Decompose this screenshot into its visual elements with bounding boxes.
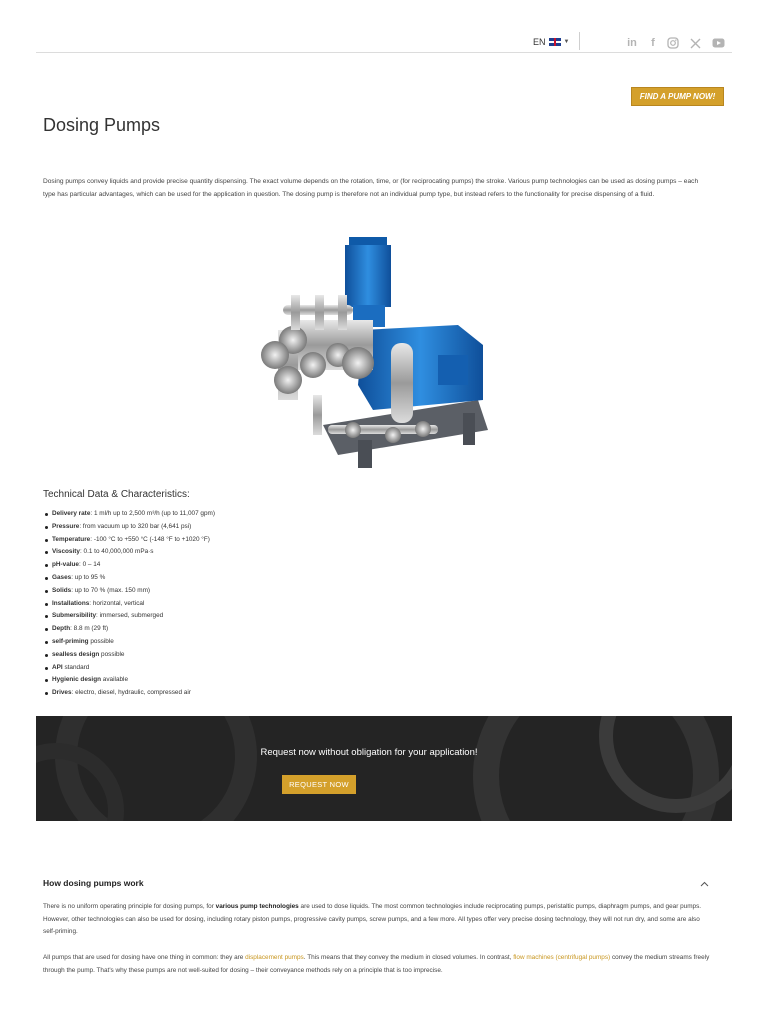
uk-flag-icon xyxy=(549,38,561,46)
spec-value: available xyxy=(102,676,129,684)
linkedin-icon[interactable]: in xyxy=(627,37,637,49)
spec-label: Hygienic design xyxy=(52,676,102,684)
spec-separator: : xyxy=(71,573,73,581)
request-banner xyxy=(36,716,732,821)
spec-value: possible xyxy=(90,637,114,645)
paragraph-text: are used to dose liquids. The most common technologies include reciprocating pumps, peristaltic pumps, diaphragm pumps, and gear pumps. However, other technologies can also be used for dosing, including rotary piston pumps, progressive cavity pumps, screw pumps, and a few more. All types offer very precise dosing technology, they will not run dry, and some are also self-priming. xyxy=(43,903,702,935)
spec-value: 1 ml/h up to 2,500 m³/h (up to 11,007 gpm) xyxy=(93,510,215,517)
spec-item xyxy=(43,636,215,649)
spec-item xyxy=(43,572,215,585)
spec-value: -100 °C to +550 °C (-148 °F to +1020 °F) xyxy=(93,535,210,543)
instagram-icon[interactable] xyxy=(666,36,680,50)
spec-item xyxy=(43,674,215,687)
spec-value: possible xyxy=(101,650,125,658)
spec-label: pH-value xyxy=(52,561,79,569)
spec-item xyxy=(43,585,215,598)
paragraph-text: All pumps that are used for dosing have one thing in common: they are xyxy=(43,954,246,961)
spec-value: immersed, submerged xyxy=(99,612,164,620)
paragraph-text: There is no uniform operating principle for dosing pumps, for xyxy=(43,903,216,910)
spec-separator: : xyxy=(79,522,82,530)
banner-background-image xyxy=(36,716,732,821)
x-icon[interactable] xyxy=(688,36,702,50)
spec-item xyxy=(43,534,215,547)
spec-separator: : xyxy=(90,510,93,517)
spec-separator: : xyxy=(89,599,92,607)
spec-item xyxy=(43,649,215,662)
page-title: Dosing Pumps xyxy=(43,115,161,135)
facebook-icon[interactable]: f xyxy=(651,37,655,49)
spec-value: standard xyxy=(64,663,90,671)
spec-separator: : xyxy=(96,612,98,620)
spec-label: self-priming xyxy=(52,637,89,645)
spec-value: electro, diesel, hydraulic, compressed air xyxy=(75,689,191,697)
spec-value: up to 95 % xyxy=(74,573,106,581)
tech-data-list xyxy=(43,508,215,700)
spec-label: Temperature xyxy=(52,535,91,543)
find-a-pump-button[interactable]: FIND A PUMP NOW! xyxy=(631,87,724,106)
spec-item xyxy=(43,610,215,623)
spec-label: sealless design xyxy=(52,650,100,658)
spec-item xyxy=(43,508,215,521)
paragraph-text: convey the medium streams freely through the pump. That's why these pumps are not well-suited for dosing – their conveyance methods rely on a principle that is too imprecise. xyxy=(43,954,710,974)
spec-separator: : xyxy=(79,561,81,569)
accordion-paragraph-1 xyxy=(43,901,711,939)
displacement-pumps-link[interactable]: displacement pumps xyxy=(245,954,304,961)
spec-separator: : xyxy=(71,586,73,594)
spec-item xyxy=(43,687,215,700)
spec-separator: : xyxy=(79,548,82,556)
spec-label: Solids xyxy=(52,586,72,594)
spec-separator: : xyxy=(70,625,72,633)
accordion-title[interactable]: How dosing pumps work xyxy=(43,878,144,888)
spec-label: Pressure xyxy=(52,522,80,530)
spec-value: horizontal, vertical xyxy=(92,599,145,607)
intro-text: Dosing pumps convey liquids and provide precise quantity dispensing. The exact volume depends on the rotation, time, or (for reciprocating pumps) the stroke. Various pump technologies can be used as dosing pumps – each type has particular advantages, which can be used for the application in question. The dosing pump is therefore not an individual pump type, but instead refers to the functionality for precise dispensing of a fluid. xyxy=(43,178,699,198)
spec-item xyxy=(43,598,215,611)
language-selector[interactable] xyxy=(533,37,569,47)
spec-item xyxy=(43,662,215,675)
spec-value: 8.8 m (29 ft) xyxy=(73,625,109,633)
accordion-paragraph-2 xyxy=(43,952,711,977)
spec-label: Submersibility xyxy=(52,612,97,620)
spec-value: up to 70 % (max. 150 mm) xyxy=(74,586,151,594)
spec-item xyxy=(43,521,215,534)
divider xyxy=(579,32,580,50)
spec-label: Installations xyxy=(52,599,90,607)
spec-item xyxy=(43,623,215,636)
chevron-up-icon[interactable] xyxy=(700,879,709,889)
paragraph-text: . This means that they convey the medium in closed volumes. In contrast, xyxy=(303,954,514,961)
spec-label: Gases xyxy=(52,573,72,581)
banner-text: Request now without obligation for your application! xyxy=(260,747,478,758)
dosing-pump-image xyxy=(253,235,503,473)
spec-separator: : xyxy=(71,689,74,697)
spec-value: 0 – 14 xyxy=(82,561,101,569)
spec-label: Drives xyxy=(52,689,72,697)
paragraph-emphasis: various pump technologies xyxy=(215,903,299,910)
spec-label: API xyxy=(52,663,63,671)
spec-label: Viscosity xyxy=(52,548,80,556)
spec-item xyxy=(43,546,215,559)
tech-data-heading: Technical Data & Characteristics: xyxy=(43,489,190,500)
request-now-button[interactable]: REQUEST NOW xyxy=(282,775,356,794)
spec-separator: : xyxy=(90,535,93,543)
chevron-down-icon: ▼ xyxy=(563,39,570,45)
spec-label: Delivery rate xyxy=(52,510,91,517)
spec-label: Depth xyxy=(52,625,71,633)
youtube-icon[interactable] xyxy=(711,36,725,50)
spec-value: 0.1 to 40,000,000 mPa·s xyxy=(83,548,154,556)
spec-item xyxy=(43,559,215,572)
flow-machines-link[interactable]: flow machines (centrifugal pumps) xyxy=(513,954,611,961)
language-label: EN xyxy=(533,37,546,47)
spec-value: from vacuum up to 320 bar (4,641 psi) xyxy=(82,522,192,530)
